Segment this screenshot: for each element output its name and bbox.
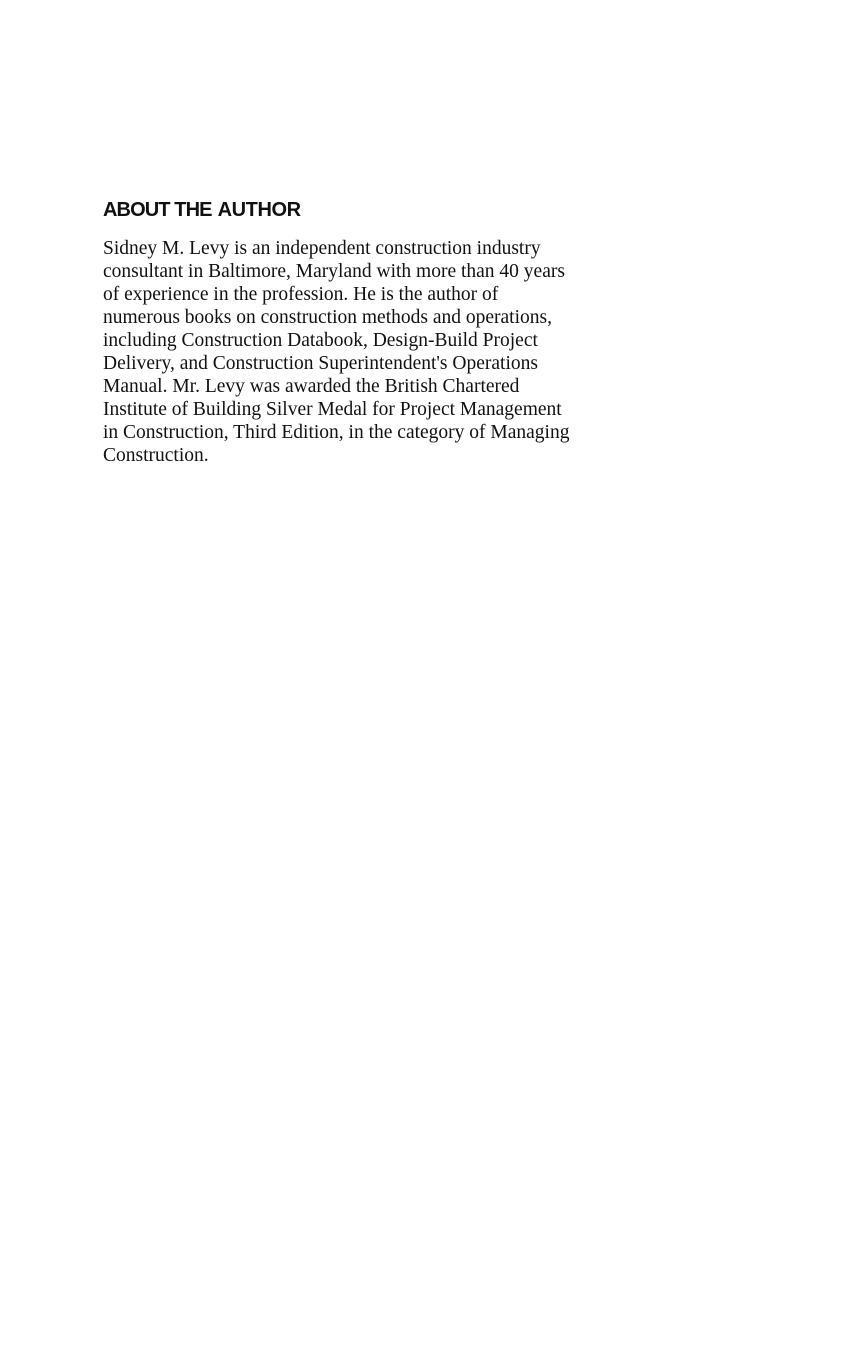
bio-line: Manual. Mr. Levy was awarded the British Chartered bbox=[103, 376, 520, 397]
heading-part-author: AUTHOR bbox=[217, 199, 301, 221]
author-biography bbox=[103, 237, 663, 467]
bio-line: Delivery, and Construction Superintendent's Operations bbox=[103, 353, 538, 374]
bio-line: including Construction Databook, Design-Build Project bbox=[103, 330, 538, 351]
bio-line: Sidney M. Levy is an independent construction industry bbox=[103, 238, 541, 259]
section-heading bbox=[103, 198, 301, 222]
bio-line: of experience in the profession. He is the author of bbox=[103, 284, 499, 305]
heading-part-about-the: ABOUT THE bbox=[103, 199, 212, 221]
bio-line: numerous books on construction methods and operations, bbox=[103, 307, 552, 328]
bio-line: Institute of Building Silver Medal for Project Management bbox=[103, 399, 562, 420]
bio-line: consultant in Baltimore, Maryland with more than 40 years bbox=[103, 261, 565, 282]
bio-line: Construction. bbox=[103, 445, 209, 466]
bio-line: in Construction, Third Edition, in the category of Managing bbox=[103, 422, 570, 443]
